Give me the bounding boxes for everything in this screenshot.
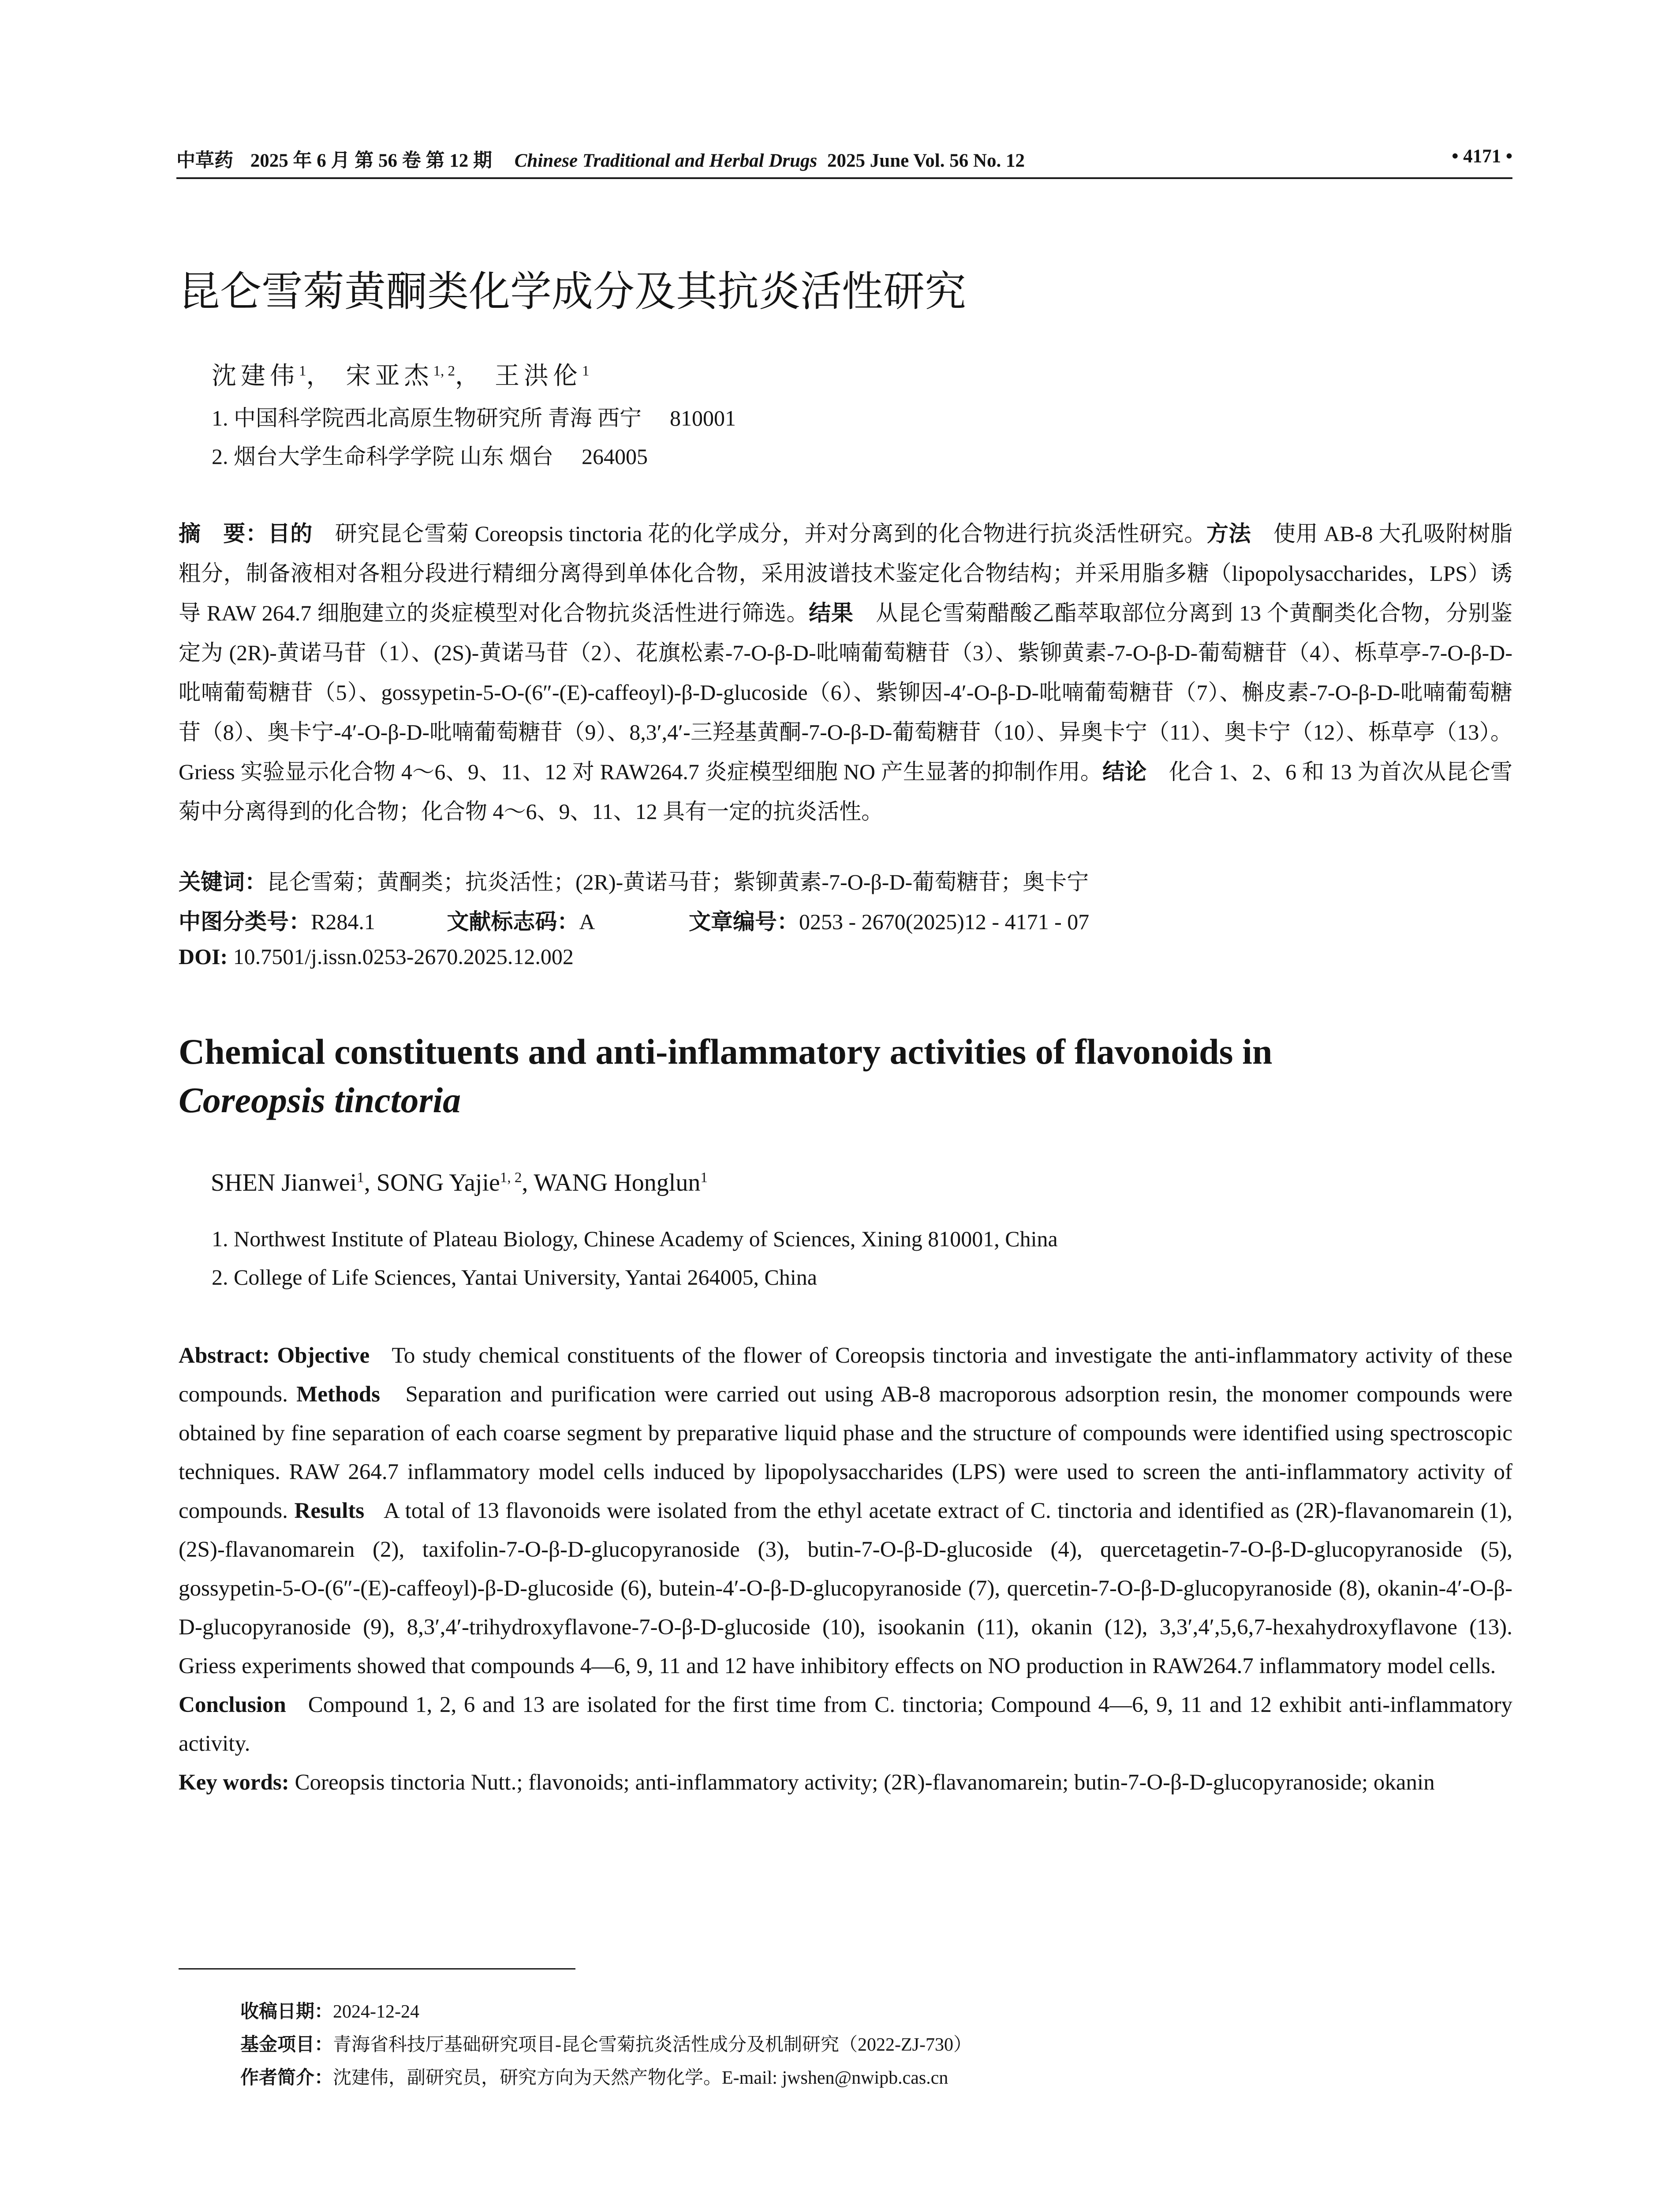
doc-code-label: 文献标志码： <box>447 909 579 934</box>
footnote-author-bio <box>240 2063 948 2089</box>
footnote-label: 基金项目： <box>240 2033 333 2055</box>
footnote-text: 沈建伟，副研究员，研究方向为天然产物化学。E-mail: jwshen@nwipb.cas.cn <box>333 2068 948 2088</box>
affiliation-en-2: 2. College of Life Sciences, Yantai University, Yantai 264005, China <box>212 1265 817 1289</box>
title-en <box>179 1028 1501 1125</box>
abstract-cn <box>179 514 1512 831</box>
author-sup: 1 <box>700 1170 708 1186</box>
title-en-line2: Coreopsis tinctoria <box>179 1080 461 1120</box>
conclusion-label: Conclusion <box>179 1693 286 1717</box>
doi-label: DOI: <box>179 944 228 969</box>
page-number: • 4171 • <box>1452 146 1512 167</box>
affiliation-cn-1 <box>212 400 736 432</box>
affiliation-postcode: 264005 <box>582 444 648 469</box>
footnote-label: 收稿日期： <box>240 2000 333 2022</box>
author-name: SHEN Jianwei <box>211 1169 357 1196</box>
class-label: 中图分类号： <box>179 909 311 934</box>
results-label: Results <box>294 1499 365 1523</box>
keywords-text: 昆仑雪菊；黄酮类；抗炎活性；(2R)-黄诺马苷；紫铆黄素-7-O-β-D-葡萄糖苷；奥卡宁 <box>267 870 1089 894</box>
author-name: 宋亚杰 <box>346 363 433 390</box>
objective-label: Objective <box>277 1343 370 1368</box>
title-en-line1: Chemical constituents and anti-inflammatory activities of flavonoids in <box>179 1031 1273 1072</box>
author-name: SONG Yajie <box>376 1169 500 1196</box>
journal-name-en: Chinese Traditional and Herbal Drugs <box>514 150 818 171</box>
results-text: A total of 13 flavonoids were isolated from the ethyl acetate extract of C. tinctoria and identified as (2R)-flavanomarein (1), (2S)-flavanomarein (2), taxifolin-7-O-β-D-glucopyranoside (3), butin-7-O-β-D-glucoside (4), quercetagetin-7-O-β-D-glucopyranoside (5), gossypetin-5-O-(6″-(E)-caffeoyl)-β-D-glucoside (6), butein-4′-O-β-D-glucopyranoside (7), quercetin-7-O-β-D-glucopyranoside (8), okanin-4′-O-β-D-glucopyranoside (9), 8,3′,4′-trihydroxyflavone-7-O-β-D-glucoside (10), isookanin (11), okanin (12), 3,3′,4′,5,6,7-hexahydroxyflavone (13). Griess experiments showed that compounds 4—6, 9, 11 and 12 have inhibitory effects on NO production in RAW264.7 inflammatory model cells. <box>179 1499 1512 1678</box>
keywords-label: 关键词： <box>179 869 267 895</box>
author-sup: 1, 2 <box>433 363 455 379</box>
footnote-funding <box>240 2030 972 2056</box>
doc-code-value: A <box>579 909 595 934</box>
footnote-received <box>240 1997 419 2023</box>
doi-line <box>179 944 574 969</box>
authors-en: SHEN Jianwei$^1$, SONG Yajie$^{1, 2}$, WANG Honglun$^1$ <box>211 1169 708 1196</box>
methods-text: 使用 AB-8 大孔吸附树脂粗分，制备液相对各粗分段进行精细分离得到单体化合物，采用波谱技术鉴定化合物结构；并采用脂多糖（lipopolysaccharides，LPS）诱导 RAW 264.7 细胞建立的炎症模型对化合物抗炎活性进行筛选。 <box>179 521 1512 625</box>
title-cn: 昆仑雪菊黄酮类化学成分及其抗炎活性研究 <box>179 268 967 316</box>
affiliation-cn-2 <box>212 439 648 471</box>
author-name: 王洪伦 <box>495 363 582 390</box>
footnote-text: 青海省科技厅基础研究项目-昆仑雪菊抗炎活性成分及机制研究（2022-ZJ-730） <box>333 2035 972 2055</box>
doi-link[interactable]: 10.7501/j.issn.0253-2670.2025.12.002 <box>233 944 574 969</box>
conclusion-label: 结论 <box>1102 759 1147 785</box>
keywords-text: Coreopsis tinctoria Nutt.; flavonoids; anti-inflammatory activity; (2R)-flavanomarein; butin-7-O-β-D-glucopyranoside; okanin <box>295 1770 1435 1795</box>
affiliation-postcode: 810001 <box>670 406 736 430</box>
issue-info-cn: 2025 年 6 月 第 56 卷 第 12 期 <box>250 150 492 171</box>
classification-line <box>179 904 1089 936</box>
footnote-text: 2024-12-24 <box>333 2002 419 2022</box>
article-no-value: 0253 - 2670(2025)12 - 4171 - 07 <box>799 909 1090 934</box>
authors-cn: 沈建伟$^1$， 宋亚杰$^{1, 2}$， 王洪伦$^1$ <box>212 363 590 390</box>
conclusion-text: 化合 1、2、6 和 13 为首次从昆仑雪菊中分离得到的化合物；化合物 4～6、9、11、12 具有一定的抗炎活性。 <box>179 759 1513 824</box>
methods-label: 方法 <box>1206 521 1251 546</box>
author-name: WANG Honglun <box>534 1169 701 1196</box>
objective-label: 目的 <box>268 521 313 546</box>
author-sup: 1 <box>582 363 590 379</box>
conclusion-text: Compound 1, 2, 6 and 13 are isolated for the first time from C. tinctoria; Compound 4—6, 9, 11 and 12 exhibit anti-inflammatory activity. <box>179 1693 1513 1756</box>
objective-text: 研究昆仑雪菊 Coreopsis tinctoria 花的化学成分，并对分离到的化合物进行抗炎活性研究。 <box>335 521 1207 546</box>
affiliation-text: 2. 烟台大学生命科学学院 山东 烟台 <box>212 444 553 469</box>
objective-text: To study chemical constituents of the flower of Coreopsis tinctoria and investigate the anti-inflammatory activity of these compounds. <box>179 1343 1512 1407</box>
abstract-label: 摘 要： <box>179 521 268 546</box>
abstract-en <box>179 1336 1512 1802</box>
keywords-cn <box>179 864 1089 896</box>
results-label: 结果 <box>809 600 854 626</box>
abstract-label: Abstract: <box>179 1343 270 1368</box>
class-value: R284.1 <box>311 909 375 934</box>
keywords-label: Key words: <box>179 1770 289 1795</box>
journal-name-cn: 中草药 <box>176 150 233 171</box>
footnote-rule <box>179 1968 575 1970</box>
affiliation-text: 1. 中国科学院西北高原生物研究所 青海 西宁 <box>212 406 642 430</box>
issue-info-en: 2025 June Vol. 56 No. 12 <box>827 150 1025 171</box>
running-header <box>176 146 1512 172</box>
article-no-label: 文章编号： <box>688 909 799 934</box>
author-name: 沈建伟 <box>212 363 299 390</box>
author-sup: 1, 2 <box>500 1170 522 1186</box>
results-text: 从昆仑雪菊醋酸乙酯萃取部位分离到 13 个黄酮类化合物，分别鉴定为 (2R)-黄诺马苷（1）、(2S)-黄诺马苷（2）、花旗松素-7-O-β-D-吡喃葡萄糖苷（3）、紫铆黄素-7-O-β-D-葡萄糖苷（4）、栎草亭-7-O-β-D-吡喃葡萄糖苷（5）、gossypetin-5-O-(6″-(E)-caffeoyl)-β-D-glucoside（6）、紫铆因-4′-O-β-D-吡喃葡萄糖苷（7）、槲皮素-7-O-β-D-吡喃葡萄糖苷（8）、奥卡宁-4′-O-β-D-吡喃葡萄糖苷（9）、8,3′,4′-三羟基黄酮-7-O-β-D-葡萄糖苷（10）、异奥卡宁（11）、奥卡宁（12）、栎草亭（13）。Griess 实验显示化合物 4～6、9、11、12 对 RAW264.7 炎症模型细胞 NO 产生显著的抑制作用。 <box>179 601 1513 784</box>
methods-text: Separation and purification were carried out using AB-8 macroporous adsorption resin, the monomer compounds were obtained by fine separation of each coarse segment by preparative liquid phase and the structure of compounds were identified using spectroscopic techniques. RAW 264.7 inflammatory model cells induced by lipopolysaccharides (LPS) were used to screen the anti-inflammatory activity of compounds. <box>179 1382 1513 1523</box>
author-sup: 1 <box>299 363 306 379</box>
footnote-label: 作者简介： <box>240 2067 333 2088</box>
header-rule <box>176 177 1512 179</box>
methods-label: Methods <box>296 1382 380 1407</box>
affiliation-en-1: 1. Northwest Institute of Plateau Biology, Chinese Academy of Sciences, Xining 810001, China <box>212 1226 1058 1251</box>
author-sup: 1 <box>357 1170 364 1186</box>
